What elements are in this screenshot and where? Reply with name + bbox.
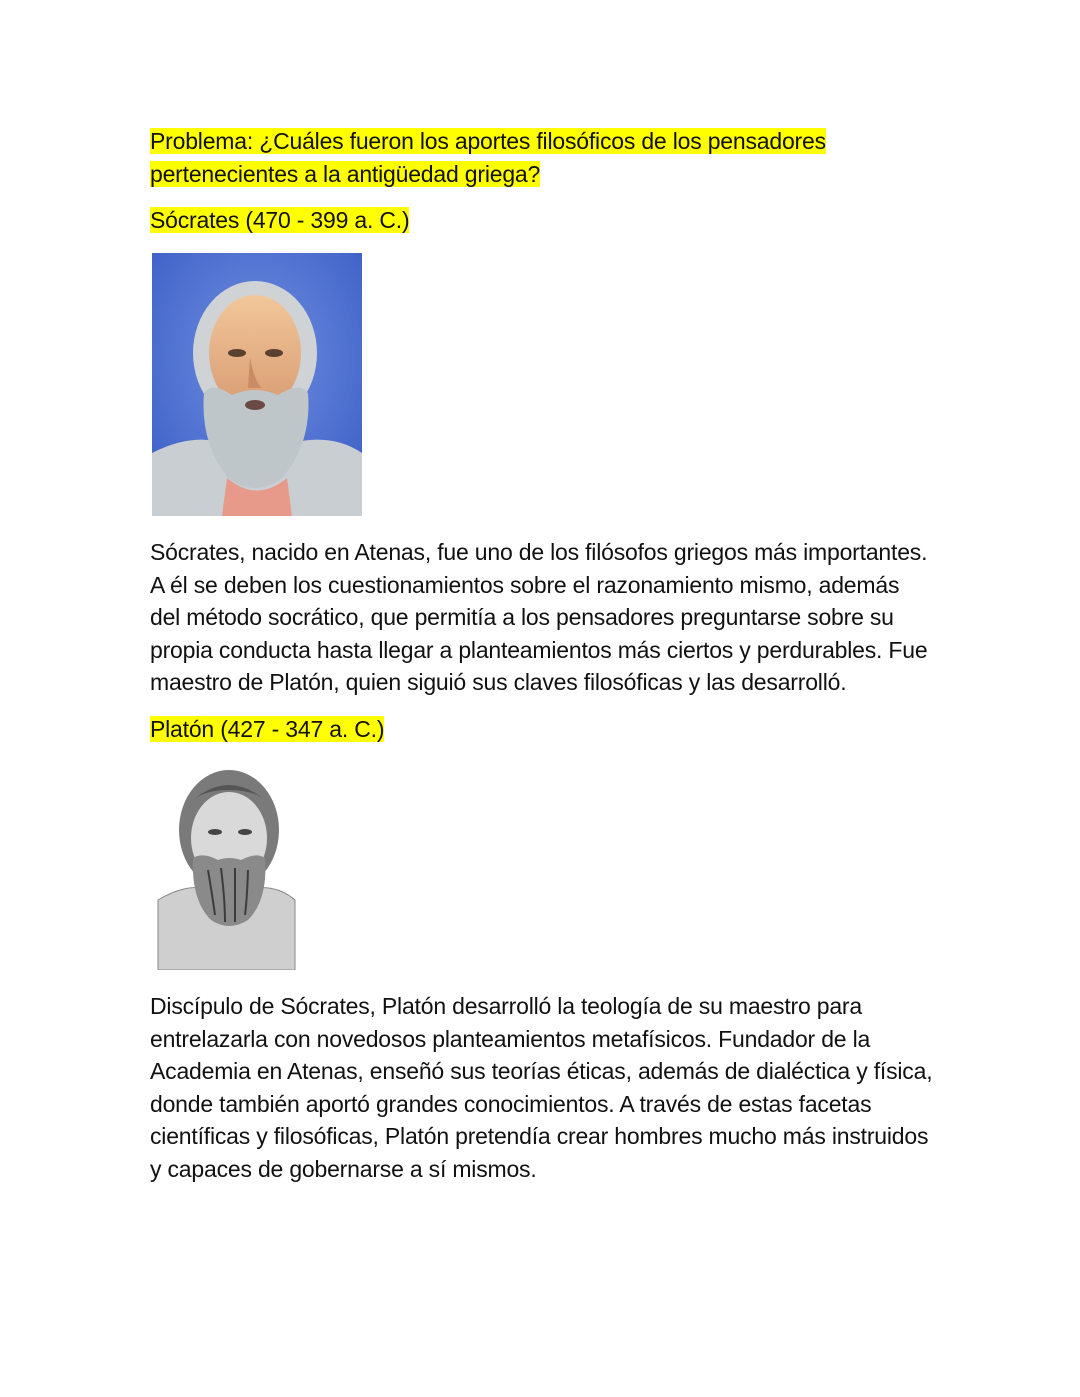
socrates-paragraph: Sócrates, nacido en Atenas, fue uno de los filósofos griegos más importantes. A él se deben los cuestionamientos sobre el razonamiento mismo, además del método socrático, que permitía a los pensadores preguntarse sobre su propia conducta hasta llegar a planteamientos más ciertos y perdurables. Fue maestro de Platón, quien siguió sus claves filosóficas y las desarrolló.	[150, 539, 928, 696]
plato-bust-image	[153, 760, 300, 970]
problem-line-2: pertenecientes a la antigüedad griega?	[150, 161, 541, 187]
socrates-portrait-image	[152, 253, 362, 516]
socrates-heading: Sócrates (470 - 399 a. C.)	[150, 207, 410, 233]
plato-paragraph: Discípulo de Sócrates, Platón desarrolló la teología de su maestro para entrelazarla con novedosos planteamientos metafísicos. Fundador de la Academia en Atenas, enseñó sus teorías éticas, además de dialéctica y física, donde también aportó grandes conocimientos. A través de estas facetas científicas y filosóficas, Platón pretendía crear hombres mucho más instruidos y capaces de gobernarse a sí mismos.	[150, 993, 933, 1182]
problem-line-1: Problema: ¿Cuáles fueron los aportes filosóficos de los pensadores	[150, 128, 826, 154]
plato-heading: Platón (427 - 347 a. C.)	[150, 716, 385, 742]
